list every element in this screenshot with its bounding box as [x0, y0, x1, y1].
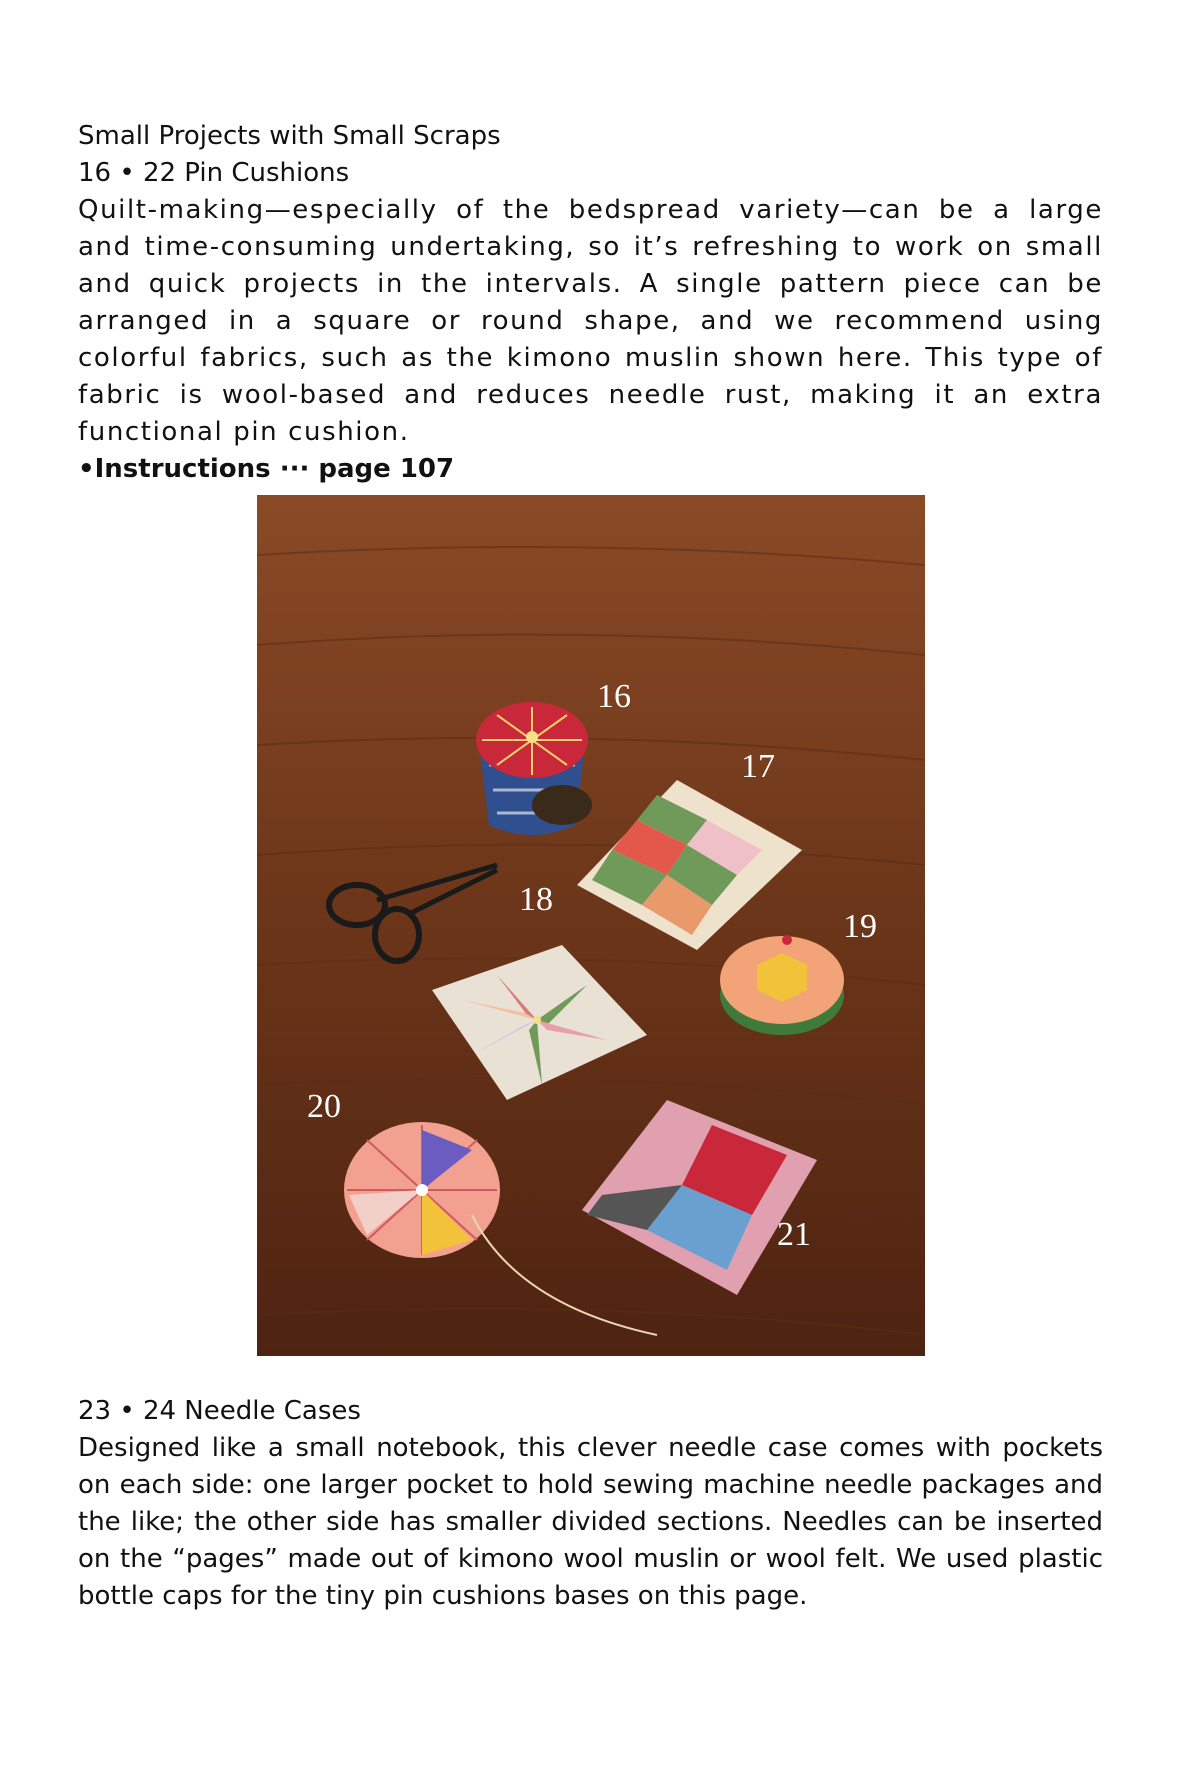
photo-label-21: 21: [777, 1216, 811, 1253]
photo-label-20: 20: [307, 1088, 341, 1125]
section-title: 16 • 22 Pin Cushions: [78, 158, 350, 188]
instructions-reference: •Instructions ··· page 107: [78, 454, 455, 484]
section-pin-cushions: [78, 118, 1103, 488]
photo-label-19: 19: [843, 908, 877, 945]
photo-label-16: 16: [597, 678, 631, 715]
body-paragraph: [78, 192, 1103, 451]
running-header: Small Projects with Small Scraps: [78, 121, 501, 151]
pin-cushion-19: [720, 935, 844, 1035]
pin-cushions-photo: [257, 495, 925, 1356]
photo-label-18: 18: [519, 881, 553, 918]
photo-label-17: 17: [741, 748, 775, 785]
body-paragraph: Designed like a small notebook, this clever needle case comes with pockets on each side: one larger pocket to hold sewing machine needle packages and the like; the other side has smaller divided sections. Needles can be inserted on the “pages” made out of kimono wool muslin or wool felt. We used plastic bottle caps for the tiny pin cushions bases on this page.: [78, 1433, 1103, 1611]
section-needle-cases: [78, 1393, 1103, 1615]
section-title: 23 • 24 Needle Cases: [78, 1396, 361, 1426]
pin-cushion-20: [344, 1122, 500, 1258]
paragraph-text: Quilt-making—especially of the bedspread variety—can be a large and time-consuming undertaking, so it’s refreshing to work on small and quick projects in the intervals. A single pattern piece can be arranged in a square or round shape, and we recommend using colorful fabrics, such as the kimono muslin shown here. This type of fabric is wool-based and reduces needle rust, making it an extra functional pin cushion.: [78, 195, 1103, 447]
